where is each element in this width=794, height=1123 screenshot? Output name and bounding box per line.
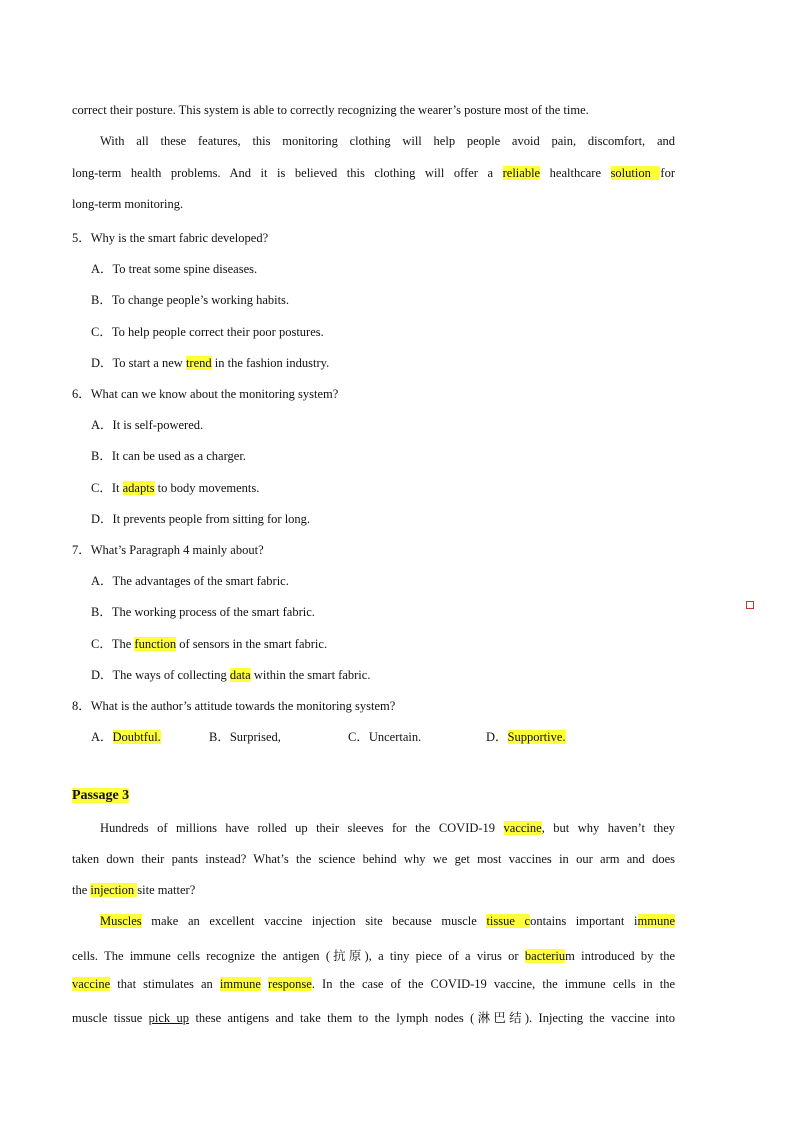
question-stem: 8．What is the author’s attitude towards the monitoring system? bbox=[72, 699, 396, 713]
option-b: B．To change people’s working habits. bbox=[91, 293, 290, 307]
option-a: A．The advantages of the smart fabric. bbox=[91, 574, 289, 588]
highlighted-word: Doubtful. bbox=[112, 730, 161, 744]
option-d: D．To start a new trend in the fashion industry. bbox=[91, 356, 330, 370]
question-stem: 5．Why is the smart fabric developed? bbox=[72, 231, 269, 245]
comment-marker[interactable] bbox=[746, 601, 754, 609]
option-d: D．The ways of collecting data within the smart fabric. bbox=[91, 668, 371, 682]
highlighted-word: adapts bbox=[122, 481, 155, 495]
question-stem: 7．What’s Paragraph 4 mainly about? bbox=[72, 543, 264, 557]
option-a: A．It is self-powered. bbox=[91, 418, 204, 432]
paragraph-line: vaccine that stimulates an immune response. In the case of the COVID-19 vaccine, the immune cells in the bbox=[72, 977, 675, 991]
option-d: D．It prevents people from sitting for long. bbox=[91, 512, 311, 526]
option-c: C．The function of sensors in the smart fabric. bbox=[91, 637, 328, 651]
option-b: B．It can be used as a charger. bbox=[91, 449, 246, 463]
option-a: A．Doubtful. bbox=[91, 730, 161, 744]
question-stem: 6．What can we know about the monitoring system? bbox=[72, 387, 339, 401]
highlighted-word: vaccine bbox=[72, 977, 111, 991]
highlighted-word: tissue c bbox=[486, 914, 531, 928]
option-a: A．To treat some spine diseases. bbox=[91, 262, 258, 276]
paragraph-line: With all these features, this monitoring clothing will help people avoid pain, discomfort, and bbox=[100, 134, 675, 148]
underlined-phrase: pick up bbox=[148, 1011, 190, 1025]
option-d: D．Supportive. bbox=[486, 730, 566, 744]
paragraph-line: the injection site matter? bbox=[72, 883, 196, 897]
option-c: C．To help people correct their poor postures. bbox=[91, 325, 324, 339]
highlighted-word: function bbox=[134, 637, 177, 651]
highlighted-word: data bbox=[229, 668, 251, 682]
paragraph-line: Muscles make an excellent vaccine injection site because muscle tissue contains important immune bbox=[100, 914, 675, 928]
highlighted-word: response bbox=[268, 977, 312, 991]
option-c: C．It adapts to body movements. bbox=[91, 481, 260, 495]
paragraph-line: correct their posture. This system is able to correctly recognizing the wearer’s posture most of the time. bbox=[72, 103, 589, 117]
paragraph-line: cells. The immune cells recognize the antigen (抗原), a tiny piece of a virus or bacterium introduced by the bbox=[72, 949, 675, 963]
paragraph-line: Hundreds of millions have rolled up their sleeves for the COVID-19 vaccine, but why haven’t they bbox=[100, 821, 675, 835]
paragraph-line: long-term monitoring. bbox=[72, 197, 184, 211]
highlighted-word: Supportive. bbox=[507, 730, 566, 744]
passage-heading: Passage 3 bbox=[72, 788, 130, 803]
highlighted-word: immune bbox=[219, 977, 261, 991]
paragraph-line: taken down their pants instead? What’s the science behind why we get most vaccines in our arm and does bbox=[72, 852, 675, 866]
option-b: B．Surprised, bbox=[209, 730, 281, 744]
paragraph-line: muscle tissue pick up these antigens and take them to the lymph nodes (淋巴结). Injecting the vaccine into bbox=[72, 1011, 675, 1025]
highlighted-word: Muscles bbox=[100, 914, 142, 928]
option-c: C．Uncertain. bbox=[348, 730, 422, 744]
highlighted-word: vaccine bbox=[503, 821, 542, 835]
highlighted-word: reliable bbox=[502, 166, 541, 180]
highlighted-word: bacteriu bbox=[524, 949, 566, 963]
option-b: B．The working process of the smart fabric. bbox=[91, 605, 315, 619]
paragraph-line: long-term health problems. And it is believed this clothing will offer a reliable healthcare solution for bbox=[72, 166, 675, 180]
highlighted-word: trend bbox=[185, 356, 212, 370]
highlighted-word: solution bbox=[610, 166, 661, 180]
highlighted-word: mmune bbox=[637, 914, 675, 928]
highlighted-word: injection bbox=[90, 883, 138, 897]
